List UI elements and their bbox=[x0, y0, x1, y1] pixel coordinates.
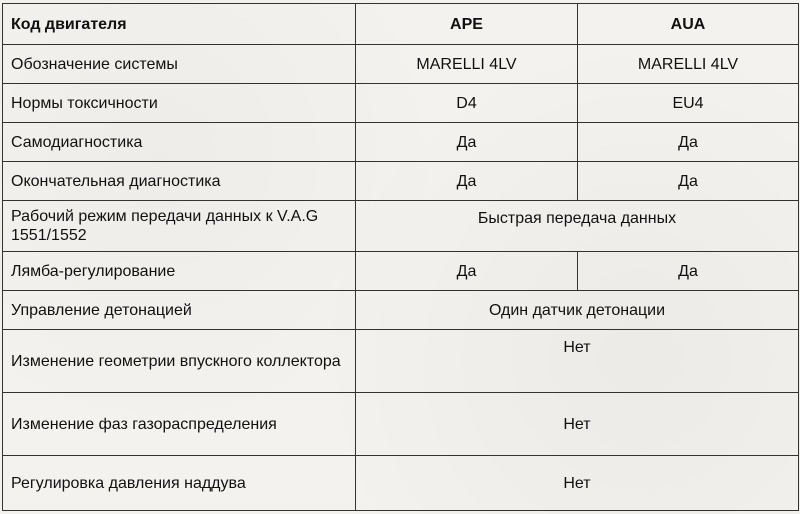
table-row bbox=[3, 201, 799, 252]
value-aua: MARELLI 4LV bbox=[578, 45, 799, 84]
table-row bbox=[3, 456, 799, 511]
row-label: Управление детонацией bbox=[3, 291, 356, 330]
value-aua: EU4 bbox=[578, 84, 799, 123]
header-engine-code: Код двигателя bbox=[3, 4, 356, 45]
table-row bbox=[3, 330, 799, 393]
value-merged: Нет bbox=[356, 330, 799, 393]
value-ape: D4 bbox=[356, 84, 578, 123]
row-label: Регулировка давления наддува bbox=[3, 456, 356, 511]
value-merged: Быстрая передача данных bbox=[356, 201, 799, 252]
row-label: Нормы токсичности bbox=[3, 84, 356, 123]
value-merged: Нет bbox=[356, 393, 799, 456]
table-row bbox=[3, 252, 799, 291]
value-ape: Да bbox=[356, 162, 578, 201]
table-row bbox=[3, 291, 799, 330]
value-aua: Да bbox=[578, 252, 799, 291]
row-label: Рабочий режим передачи данных к V.A.G 1551/1552 bbox=[3, 201, 356, 252]
row-label: Самодиагностика bbox=[3, 123, 356, 162]
header-engine-ape: APE bbox=[356, 4, 578, 45]
value-ape: Да bbox=[356, 252, 578, 291]
value-ape: MARELLI 4LV bbox=[356, 45, 578, 84]
row-label: Обозначение системы bbox=[3, 45, 356, 84]
row-label: Изменение геометрии впускного коллектора bbox=[3, 330, 356, 393]
table-header-row bbox=[3, 4, 799, 45]
row-label: Окончательная диагностика bbox=[3, 162, 356, 201]
value-merged: Один датчик детонации bbox=[356, 291, 799, 330]
row-label: Изменение фаз газораспределения bbox=[3, 393, 356, 456]
table-row bbox=[3, 123, 799, 162]
header-engine-aua: AUA bbox=[578, 4, 799, 45]
value-aua: Да bbox=[578, 123, 799, 162]
engine-spec-table bbox=[2, 3, 799, 511]
value-aua: Да bbox=[578, 162, 799, 201]
row-label: Лямба-регулирование bbox=[3, 252, 356, 291]
value-ape: Да bbox=[356, 123, 578, 162]
table-row bbox=[3, 162, 799, 201]
table-row bbox=[3, 393, 799, 456]
table-row bbox=[3, 45, 799, 84]
table-row bbox=[3, 84, 799, 123]
value-merged: Нет bbox=[356, 456, 799, 511]
